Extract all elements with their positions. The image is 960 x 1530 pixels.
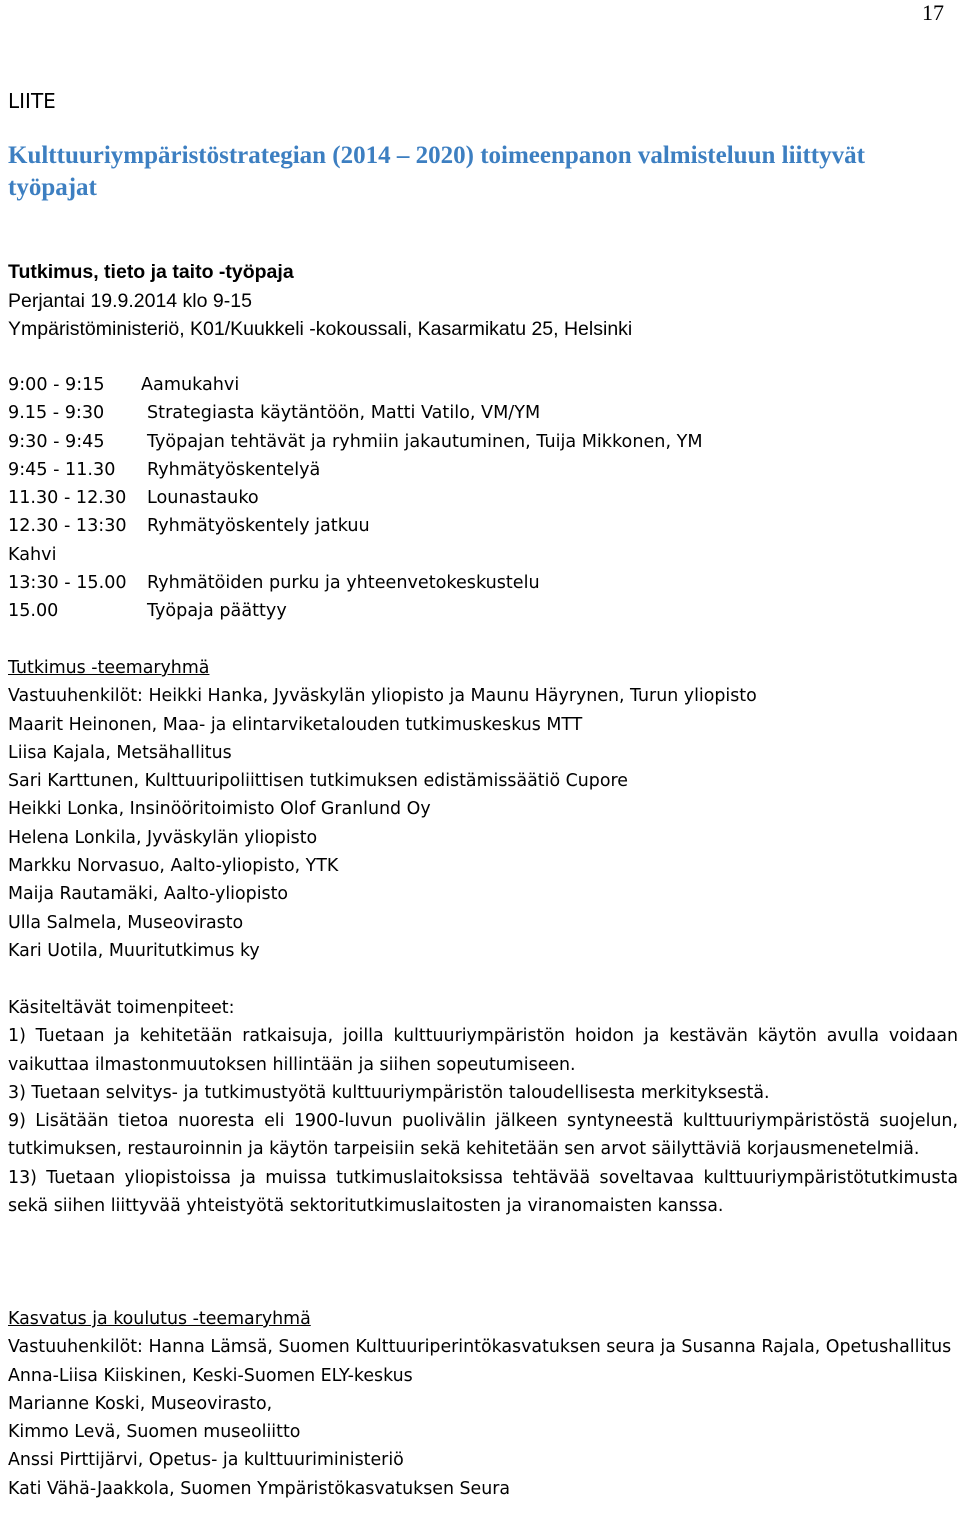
appendix-label: LIITE <box>8 89 56 113</box>
schedule-time: 11.30 - 12.30 <box>8 488 127 509</box>
schedule-time: 13:30 - 15.00 <box>8 573 127 594</box>
member-item: Maija Rautamäki, Aalto-yliopisto <box>8 884 289 905</box>
schedule-time: 9.15 - 9:30 <box>8 403 105 424</box>
schedule-time: 9:00 - 9:15 <box>8 375 105 395</box>
education-group-heading: Kasvatus ja koulutus -teemaryhmä <box>8 1309 311 1329</box>
member-item: Maarit Heinonen, Maa- ja elintarviketalouden tutkimuskeskus MTT <box>8 714 583 735</box>
schedule-activity: Strategiasta käytäntöön, Matti Vatilo, VM/YM <box>147 403 541 424</box>
education-group-section <box>8 1305 958 1503</box>
member-item: Marianne Koski, Museovirasto, <box>8 1393 273 1414</box>
member-item: Anssi Pirttijärvi, Opetus- ja kulttuuriministeriö <box>8 1450 404 1471</box>
schedule-activity: Ryhmätyöskentely jatkuu <box>147 516 370 537</box>
member-item: Anna-Liisa Kiiskinen, Keski-Suomen ELY-keskus <box>8 1365 413 1386</box>
measure-item: 9) Lisätään tietoa nuoresta eli 1900-luvun puolivälin jälkeen syntyneestä kulttuuriympäristöstä suojelun, tutkimuksen, restauroinnin ja käytön tarpeisiin sekä kehitetään sen arvot säilyttäviä korjausmenetelmiä. <box>8 1111 958 1160</box>
workshop-info <box>8 258 632 344</box>
member-item: Heikki Lonka, Insinööritoimisto Olof Granlund Oy <box>8 799 431 820</box>
measure-item: 3) Tuetaan selvitys- ja tutkimustyötä kulttuuriympäristön taloudellisesta merkityksestä. <box>8 1082 770 1103</box>
measures-heading: Käsiteltävät toimenpiteet: <box>8 998 235 1018</box>
schedule-activity: Työpajan tehtävät ja ryhmiin jakautuminen, Tuija Mikkonen, YM <box>147 431 703 452</box>
member-item: Kati Vähä-Jaakkola, Suomen Ympäristökasvatuksen Seura <box>8 1478 511 1499</box>
document-title: Kulttuuriympäristöstrategian (2014 – 2020) toimeenpanon valmisteluun liittyvät työpajat <box>8 142 865 201</box>
member-item: Liisa Kajala, Metsähallitus <box>8 742 232 763</box>
research-group-section <box>8 654 958 965</box>
schedule-activity: Aamukahvi <box>141 375 240 395</box>
research-group-heading: Tutkimus -teemaryhmä <box>8 658 210 678</box>
workshop-date: Perjantai 19.9.2014 klo 9-15 <box>8 289 252 312</box>
member-item: Ulla Salmela, Museovirasto <box>8 912 244 933</box>
member-item: Kimmo Levä, Suomen museoliitto <box>8 1422 301 1443</box>
schedule-time: Kahvi <box>8 544 57 565</box>
schedule-time: 9:45 - 11.30 <box>8 459 116 480</box>
member-item: Sari Karttunen, Kulttuuripoliittisen tutkimuksen edistämissäätiö Cupore <box>8 771 628 792</box>
member-item: Markku Norvasuo, Aalto-yliopisto, YTK <box>8 856 339 877</box>
schedule-activity: Ryhmätyöskentelyä <box>147 459 321 480</box>
research-group-responsible: Vastuuhenkilöt: Heikki Hanka, Jyväskylän yliopisto ja Maunu Häyrynen, Turun yliopisto <box>8 686 757 707</box>
schedule-time: 9:30 - 9:45 <box>8 431 105 452</box>
schedule-activity: Lounastauko <box>147 488 259 509</box>
education-group-responsible: Vastuuhenkilöt: Hanna Lämsä, Suomen Kulttuuriperintökasvatuksen seura ja Susanna Rajala, Opetushallitus <box>8 1337 952 1358</box>
workshop-location: Ympäristöministeriö, K01/Kuukkeli -kokoussali, Kasarmikatu 25, Helsinki <box>8 318 633 340</box>
schedule-activity: Työpaja päättyy <box>147 601 287 622</box>
member-item: Kari Uotila, Muuritutkimus ky <box>8 940 260 961</box>
page-number: 17 <box>922 0 944 25</box>
measure-item: 13) Tuetaan yliopistoissa ja muissa tutkimuslaitoksissa tehtävää soveltavaa kulttuuriympäristötutkimusta sekä siihen liittyvää yhteistyötä sektoritutkimuslaitosten ja viranomaisten kanssa. <box>8 1167 958 1217</box>
member-item: Helena Lonkila, Jyväskylän yliopisto <box>8 827 318 848</box>
schedule-time: 15.00 <box>8 601 59 622</box>
measure-item: 1) Tuetaan ja kehitetään ratkaisuja, joilla kulttuuriympäristön hoidon ja kestävän käytön avulla voidaan vaikuttaa ilmastonmuutoksen hillintään ja siihen sopeutumiseen. <box>8 1026 958 1075</box>
schedule-time: 12.30 - 13:30 <box>8 516 127 537</box>
measures-section <box>8 994 958 1220</box>
schedule-activity: Ryhmätöiden purku ja yhteenvetokeskustelu <box>147 573 540 594</box>
workshop-name: Tutkimus, tieto ja taito -työpaja <box>8 261 294 283</box>
